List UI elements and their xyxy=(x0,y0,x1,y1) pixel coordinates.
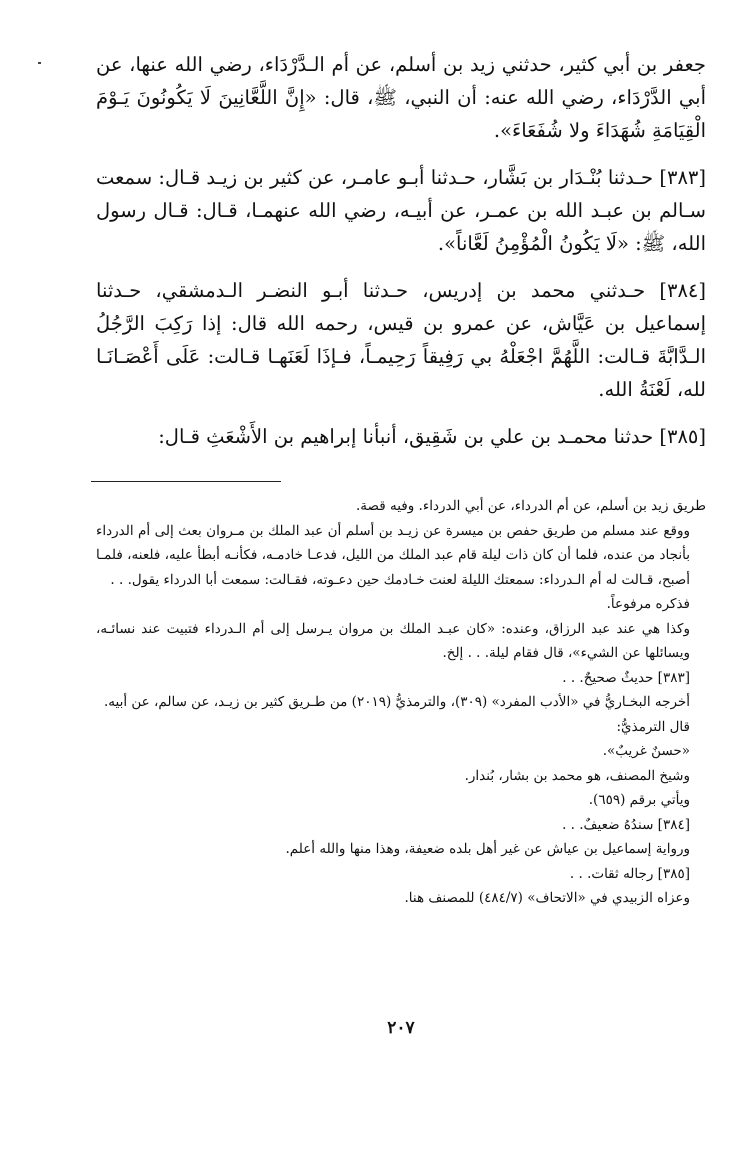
footnote-line: قال الترمذيُّ: xyxy=(616,718,690,735)
scan-speck xyxy=(38,62,41,64)
book-page xyxy=(96,48,706,1038)
footnotes xyxy=(96,494,706,911)
footnote-line: وشيخ المصنف، هو محمد بن بشار، بُندار. xyxy=(464,767,690,784)
main-text xyxy=(96,48,706,453)
footnote-line: «حسنٌ غريبٌ». xyxy=(602,743,690,759)
main-paragraph-continuation: جعفر بن أبي كثير، حدثني زيد بن أسلم، عن أم الـدَّرْدَاء، رضي الله عنها، عن أبي الدَّرْدَاء، رضي الله عنه: أن النبي، ﷺ، قال: «إِنَّ اللَّعَّانِينَ لَا يَكُونُونَ يَـوْمَ الْقِيَامَةِ شُهَدَاءَ ولا شُفَعَاءَ». xyxy=(96,53,706,142)
page-number: ٢٠٧ xyxy=(387,1018,415,1038)
hadith-385: [٣٨٥] حدثنا محمـد بن علي بن شَقِيق، أنبأنا إبراهيم بن الأَشْعَثِ قـال: xyxy=(158,425,706,448)
hadith-383: [٣٨٣] حـدثنا بُنْـدَار بن بَشَّار، حـدثنا أبـو عامـر، عن كثير بن زيـد قـال: سمعت سـالم بن عبـد الله بن عمـر، عن أبيـه، رضي الله عنهمـا، قـال: قـال رسول الله، ﷺ: «لَا يَكُونُ الْمُؤْمِنُ لَعَّاناً». xyxy=(96,166,706,255)
footnote-line: ورواية إسماعيل بن عياش عن غير أهل بلده ضعيفة، وهذا منها والله أعلم. xyxy=(285,841,690,857)
footnote-line: فذكره مرفوعاً. xyxy=(606,596,690,612)
footnote-divider xyxy=(91,481,281,482)
footnote-heading-384: [٣٨٤] سندُهُ ضعيفٌ. . . xyxy=(562,816,690,833)
footnote-line: طريق زيد بن أسلم، عن أم الدرداء، عن أبي الدرداء. وفيه قصة. xyxy=(356,498,706,514)
footnote-line: ويأتي برقم (٦٥٩). xyxy=(588,792,690,808)
footnote-heading-385: [٣٨٥] رجاله ثقات. . . xyxy=(569,865,690,882)
footnote-line: أخرجه البخـاريُّ في «الأدب المفرد» (٣٠٩)، والترمذيُّ (٢٠١٩) من طـريق كثير بن زيـد، عن سالم، عن أبيه. xyxy=(103,694,690,710)
footnote-heading-383: [٣٨٣] حديثٌ صحيحٌ. . . xyxy=(562,669,690,686)
footnote-line: وعزاه الزبيدي في «الاتحاف» (٤٨٤/٧) للمصنف هنا. xyxy=(404,890,690,906)
footnote-line: وكذا هي عند عبد الرزاق، وعنده: «كان عبـد الملك بن مروان يـرسل إلى أم الـدرداء فتبيت عند نسائـه، ويسائلها عن الشيء»، قال فقام ليلة. . . إلخ. xyxy=(96,620,690,661)
hadith-384: [٣٨٤] حـدثني محمد بن إدريس، حـدثنا أبـو النضـر الـدمشقي، حـدثنا إسماعيل بن عَيَّاش، عن عمرو بن قيس، رحمه الله قال: إذا رَكِبَ الرَّجُلُ الـدَّابَّةَ قـالت: اللَّهُمَّ اجْعَلْهُ بي رَفِيقاً رَحِيمـاً، فـإذَا لَعَنَهـا قـالت: عَلَى أَعْصَـانَـا لله، لَعْنَةُ الله. xyxy=(96,279,706,401)
footnote-line: ووقع عند مسلم من طريق حفص بن ميسرة عن زيـد بن أسلم أن عبد الملك بن مـروان بعث إلى أم الدرداء بأنجاد من عنده، فلما أن كان ذات ليلة قام عبد الملك من الليل، فدعـا خادمـه، فكأنـه أبطأ عليه، فلعنه، فلمـا أصبح، قـالت له أم الـدرداء: سمعتك الليلة لعنت خـادمك حين دعـوته، فقـالت: سمعت أبا الدرداء يقول. . . xyxy=(96,522,690,588)
